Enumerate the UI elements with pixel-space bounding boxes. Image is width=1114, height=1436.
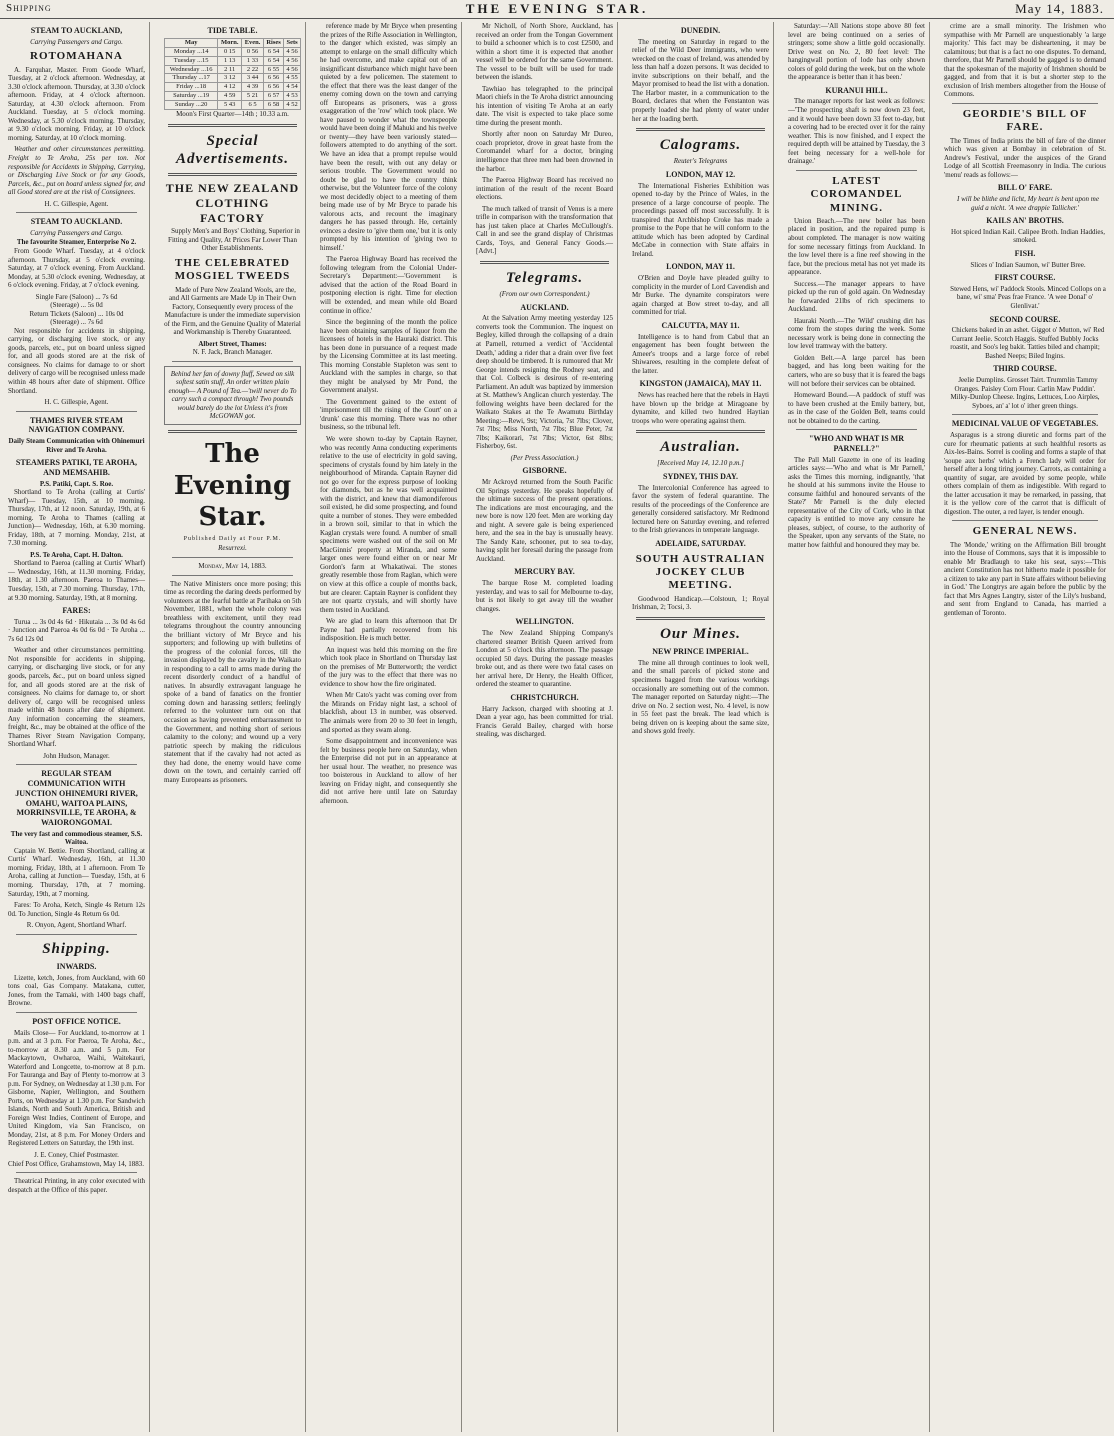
article-paragraph: Some disappointment and inconvenience was felt by business people here on Saturday, when the Enterprise did not put in an appearance at her usual hour. The weather, no presence was too boisterous in Auckland to allow of her leaving on Friday night, and consequently she did not arrive here until late on Saturday afternoon. [320,737,457,805]
divider [16,1012,137,1013]
tide-cell: 4 53 [284,92,301,101]
menu-title: BILL O' FARE. [997,183,1053,193]
columns [4,22,1110,1432]
tide-cell: 5 21 [242,92,264,101]
article-paragraph: The much talked of transit of Venus is a mere trifle in comparison with the transformation that has just taken place at Charles McCullough's. Call in and see the grand display of Christmas Cards, Toys, and General Fancy Goods.—[Advt.] [476,204,613,256]
tide-cell: Sunday ...20 [165,101,218,110]
masthead [0,0,1114,19]
notice-office: Chief Post Office, Grahamstown, May 14, 1883. [8,1159,144,1168]
section-heading: Calograms. [659,137,742,154]
menu-items: Stewed Hens, wi' Paddock Stools. Minced Collops on a bane, wi' sma' Peas frae France. 'A wee Donal' o' Glenlivat.' [950,284,1106,310]
article-paragraph: Asparagus is a strong diuretic and forms part of the cure for rheumatic patients at such healthful resorts as Aix-les-Bains. Sorrel is cooling and forms a staple of that 'soupe aux herbs' which a French lady will order for herself after a long tiring journey. Carrots, as containing a quantity of sugar, are avoided by some people, while others complain of them as indigestible. With regard to the latter accusation it may be remarked, in passing, that it is the yellow core of the carrot that is difficult of digestion. The outer, a red layer, is tender enough. [944,431,1106,516]
divider [168,124,297,127]
tide-row [165,65,301,74]
menu-course: FIRST COURSE. [994,273,1056,283]
article-paragraph: Golden Belt.—A large parcel has been bagged, and has long been waiting for the carters, who are so busy that it is feared the bags will not before their services can be obtained. [788,353,925,388]
ad-body: Supply Men's and Boys' Clothing, Superior in Fitting and Quality, At Prices Far Lower Than Other Establishments. [168,227,300,253]
section-subheading: (From our own Correspondent.) [499,290,590,299]
tide-cell: 3 12 [218,74,242,83]
dateline: WELLINGTON. [515,617,574,627]
article-paragraph: We are glad to learn this afternoon that Dr Payne had partially recovered from his indisposition. He is much better. [320,617,457,643]
section-heading: Shipping. [42,940,111,957]
tide-cell: 1 33 [242,56,264,65]
printing-ad: Theatrical Printing, in any color executed with despatch at the Office of this paper. [8,1177,145,1194]
tide-cell: 2 11 [218,65,242,74]
tide-cell: 6 56 [263,74,283,83]
ad-subheading: Carrying Passengers and Cargo. [30,228,123,237]
telegram-body: The meeting on Saturday in regard to the relief of the Wild Deer immigrants, who were wrecked on the coast of Ireland, was attended by less than half a dozen persons. It was decided to invite subscriptions on their behalf, and the Mayor promised to head the list with a donation. The Harbor master, in a communication to the Board, declares that when the Fenstanton was properly loaded she had plenty of water under her at the loading berth. [632,37,769,123]
article-paragraph: An inquest was held this morning on the fire which took place in Shortland on Thursday last on the premises of Mr Butterworth; the verdict of the jury was to the effect that there was no evidence to show how the fire originated. [320,645,457,688]
fare-line: (Steerage) ... 7s 6d [50,318,103,327]
ad-body: Made of Pure New Zealand Wools, are the, and All Garments are Made Up in Their Own Factory, Consequently every process of the Manufacture is under the immediate supervision of the Firm, and the Genuine Quality of Material and Workmanship is Thereby Guaranteed. [164,285,301,337]
leader-article: The Native Ministers once more posing; this time as recording the daring deeds performed by volunteers at the fearful battle at Parihaka on 5th November, 1881, when the whole colony was breathless with excitement, until they read telegrams throughout the country announcing the brilliant victory of Mr Bryce and his supporters; and following up with bulletins of the progress of the colonial forces, till the invasion displayed by the cavalry in the Waikato in responding to a call to arms made during the recent disorderly conduct of a handful of natives. In absurdly extravagant language he spoke of a band of fanatics on the frontier coming down and harassing settlers; feelingly referred to the volunteer turn out on that occasion as having prevented embarrassment to the Government, and nothing short of serious calamity to the colony; and wound up a very patriotic speech by making the ridiculous statement that if the cavalry had not acted as they had done, the enemy would have come down on the town, and certainly carried off many Europeans as prisoners. [164,579,301,784]
cable-body: The Intercolonial Conference has agreed to favor the system of federal quarantine. The results of the proceedings of the Conference are generally considered satisfactory. Mr Redmond lectured here on Saturday evening, and referred to the Irish grievances in temperate language. [632,483,769,535]
tide-cell: 5 43 [218,101,242,110]
fares-heading: FARES: [62,606,91,616]
article-paragraph: reference made by Mr Bryce when presenting the prizes of the Rifle Association in Wellington, to the danger which existed, was simply an attempt to enlarge on the small difficulty which he had overcome, and make capital out of an insignificant disturbance which might have been quieted by a few policemen. The statement to the effect that there was the least danger of the enemy coming down on the town and carrying off Europeans as prisoners, was a gross exaggeration of the 'row' which took place. We have paused to wonder what the townspeople would have been doing if Mahuki and his twelve or twenty—they have been variously stated—followers attempted to do anything of the sort. We have an idea that a prompt repulse would have been the result, with out any delay or serious trouble. The Government would no doubt be glad to have the country think otherwise, but the Volunteer force of the colony we most decidedly object to a meeting of them being made use of by Mr Bryce to parade his valorous acts, and recount the imaginary dangers he has passed through. He, certainly evinces a desire to 'give them one,' but it is only prompted by his intention of 'giving two to himself.' [320,22,457,252]
menu-course: SECOND COURSE. [989,314,1061,324]
ship-name: P.S. Te Aroha, Capt. H. Dalton. [30,550,123,559]
article-heading: "WHO AND WHAT IS MR PARNELL?" [808,434,905,453]
tide-cell: Thursday ...17 [165,74,218,83]
tide-cell: Friday ...18 [165,83,218,92]
menu-items: Jeelie Dumplins. Grosset Tairt. Trummlin Tammy Oranges. Paisley Corn Flour. Carlin Maw Puddin'. Milky-Dunlop Cheese. Ingins, Lettuces, Loo Airples, Syboes, an' a' lot o' ither green things. [950,376,1100,410]
tide-row [165,56,301,65]
section-heading: Special Advertisements. [176,132,289,167]
divider [952,103,1098,104]
divider [172,557,293,558]
divider [168,430,297,433]
tide-cell: 6 56 [263,83,283,92]
fare-line: Single Fare (Saloon) ... 7s 6d [35,292,118,301]
dateline: DUNEDIN. [680,26,721,35]
ad-note: Weather and other circumstances permitting. Not responsible for accidents in shipping, carrying, or discharging live stock, or for any goods, parcels, &c., put on board unless signed for, and all goods stored are at the risk of consignees. No claims for damage to, or short delivery of, cargo will be recognised unless made within 48 hours after date of shipment. Any information concerning the steamers, freight, &c., may be obtained at the office of the Thames River Steam Navigation Company, Shortland Wharf. [8,646,145,749]
column-5 [628,22,774,1432]
tide-note: Moon's First Quarter—14th ; 10.33 a.m. [176,110,289,119]
article-paragraph: Success.—The manager appears to have picked up the run of gold again. On Wednesday he forwarded 21lbs of rich specimens to Auckland. [788,279,925,314]
ad-body: Shortland to Paeroa (calling at Curtis' Wharf)— Wednesday, 16th, at 11.30 morning. Friday, 18th, at 1.30 afternoon. Paeroa to Thames— Tuesday, 15th, at 7.30 morning. Thursday, 17th, at 9.30 morning. Saturday, 19th, at 8 morning. [8,559,145,602]
tide-cell: 6 57 [263,92,283,101]
article-paragraph: Hauraki North.—The 'Wild' crushing dirt has come from the stopes during the week. Some necessary work is being done in connecting the low level tramway with the battery. [788,316,925,351]
divider [636,128,765,131]
leader-date: Monday, May 14, 1883. [198,561,267,570]
section-subheading: Reuter's Telegrams [673,157,728,166]
paper-nameplate: The Evening Star. [173,438,292,533]
dateline: CALCUTTA, MAY 11. [661,320,740,330]
dateline: ADELAIDE, SATURDAY. [655,538,746,548]
article-heading: NEW PRINCE IMPERIAL. [652,647,749,657]
ad-heading: THE CELEBRATED MOSGIEL TWEEDS [174,256,291,283]
notice-heading: POST OFFICE NOTICE. [32,1016,121,1026]
tide-cell: 4 56 [284,65,301,74]
ad-heading: THAMES RIVER STEAM NAVIGATION COMPANY. [28,415,125,435]
ad-subheading: Carrying Passengers and Cargo. [30,37,123,46]
ad-body: A. Farquhar, Master. From Goode Wharf, Tuesday, at 2 o'clock afternoon. Wednesday, at 3.30 o'clock afternoon. Thursday, at 3.30 o'clock afternoon. Friday, at 4 o'clock afternoon. Saturday, at 4.30 o'clock afternoon. From Auckland. Tuesday, at 5 o'clock morning. Wednesday, at 5.30 o'clock morning. Thursday, at 9.30 o'clock morning. Friday, at 10 o'clock morning. Saturday, at 10 o'clock morning. [8,65,145,142]
ad-body: Shortland to Te Aroha (calling at Curtis' Wharf)— Tuesday, 15th, at 10 morning. Thursday, 17th, at 12 noon. Saturday, 19th, at 6 morning. Te Aroha to Thames (calling at Junction)— Wednesday, 16th, at 6.30 morning. Friday, 18th, at 7 morning. Monday, 21st, at 7.30 morning. [8,488,145,548]
article-paragraph: Homeward Bound.—A paddock of stuff was to have been crushed at the Emily battery, but, as in the case of the Golden Belt, teams could not be obtained to do the carting. [788,391,925,425]
ship-name: P.S. Patiki, Capt. S. Roe. [39,479,114,488]
divider [16,934,137,935]
dateline: KINGSTON (JAMAICA), MAY 11. [639,379,762,389]
article-paragraph: The Times of India prints the bill of fare of the dinner which was given at Bombay in celebration of St. Andrew's Festival, under the auspices of the Grand Lodge of all Scottish Freemasonry in India. The curious 'menu' reads as follows:— [944,136,1106,179]
ad-address: Albert Street, Thames: [198,339,267,348]
telegram-body: Harry Jackson, charged with shooting at J. Dean a year ago, has been committed for trial. Francis Gerald Bailey, charged with horse stealing, was discharged. [476,704,613,739]
ad-body: Captain W. Bettie. From Shortland, calling at Curtis' Wharf. Wednesday, 16th, at 11.30 morning. Friday, 18th, at 1 afternoon. From Te Aroha, calling at Junction— Tuesday, 15th, at 6 morning. Thursday, 17th, at 7 morning. Saturday, 19th, at 7 morning. [8,846,145,898]
menu-course: FISH. [1014,248,1036,258]
tide-cell: 4 56 [284,56,301,65]
column-6 [784,22,930,1432]
article-paragraph: Shortly after noon on Saturday Mr Dureo, coach proprietor, drove in great haste from the Coromandel wharf for a doctor, bringing intelligence that three men had been drowned in the harbor. [476,130,613,173]
ad-manager: N. F. Jack, Branch Manager. [192,348,273,357]
tide-cell: 4 39 [242,83,264,92]
tide-cell: 4 54 [284,83,301,92]
section-heading: Our Mines. [660,625,741,642]
ad-heading: STEAM TO AUCKLAND. [30,217,123,227]
article-paragraph: The manager reports for last week as follows:—'The prospecting shaft is now down 23 feet, and it would have been down 33 feet to-day, but a covering had to be erected over it for the rainy weather. This is now finished, and I expect the required depth will be attained by Tuesday, the 3 feet being necessary for a well-hole for drainage.' [788,97,925,166]
tide-cell: Monday ...14 [165,47,218,56]
tide-table-heading: TIDE TABLE. [207,26,258,35]
ad-subheading: Daily Steam Communication with Ohinemuri River and Te Aroha. [8,437,145,454]
dateline: LONDON, MAY 12. [665,169,736,179]
tide-cell: 0 15 [218,47,242,56]
fare-line: Return Tickets (Saloon) ... 10s 0d [29,309,124,318]
divider [952,414,1098,415]
article-heading: MEDICINAL VALUE OF VEGETABLES. [951,419,1099,429]
ship-name: ROTOMAHANA [30,50,123,63]
divider [952,520,1098,521]
article-paragraph: The Paeroa Highway Board has received no intimation of the result of the recent Board elections. [476,176,613,202]
ad-heading: STEAM TO AUCKLAND, [30,26,123,35]
column-3 [316,22,462,1432]
notice-signature: J. E. Coney, Chief Postmaster. [34,1151,119,1160]
dateline: GISBORNE. [522,466,567,476]
telegram-body: The barque Rose M. completed loading yesterday, and was to sail for Melbourne to-day, but is not likely to get away till the weather changes. [476,579,613,613]
divider [16,1172,137,1173]
menu-course: KAILS AN' BROTHS. [986,216,1064,226]
tide-cell: 2 22 [242,65,264,74]
menu-items: Hot spiced Indian Kail. Calipee Broth. Indian Haddies, smoked. [951,227,1105,245]
ad-heading: STEAMERS PATIKI, TE AROHA, AND MEMSAHIB. [15,458,138,477]
tide-cell: 0 56 [242,47,264,56]
article-paragraph: Tawhiao has telegraphed to the principal Maori chiefs in the Te Aroha district announcing his intention of visiting Te Aroha at an early date. The visit is expected to take place some time during the present month. [476,84,613,127]
tide-row [165,92,301,101]
tide-cell: 6 54 [263,56,283,65]
article-paragraph: We were shown to-day by Captain Rayner, who was recently Anna conducting experiments relative to the use of electricity in gold saving, specimens of crystals found by him lately in the neighbourhood of Miranda. Captain Rayner did not go over for the express purpose of looking for diamonds, but as he was well acquainted with the district, and knew that diamondiferous soil existed, he did some prospecting, and found quite a number of stones. They were embedded in a brown soil, similar to that in which the Kaglan crystals were found. A number of small specimens were washed out of the soil on Mr MacGinnis' property at Miranda, and some larger ones were found either on or near Mr Gordon's farm at Whakatiwai. The stones greatly resemble those from Raglan, which were on view at this office a couple of months back, but are clearer. Captain Rayner is confident they are not quartz crystals, and will shortly have them tested in Auckland. [320,434,457,614]
divider [480,261,609,264]
fare-line: (Steerage) ... 5s 0d [50,301,103,310]
ship-name: The very fast and commodious steamer, S.S. Waitoa. [10,829,143,847]
divider [796,429,917,430]
article-paragraph: The Government gained to the extent of 'imprisonment till the rising of the Court' on a 'drunk' case this morning. There was no other business, so the tribunal left. [320,397,457,432]
subsection-heading: INWARDS. [56,961,97,971]
tide-cell: 4 59 [218,92,242,101]
tide-cell: Wednesday ...16 [165,65,218,74]
tide-row [165,47,301,56]
telegram-body: The New Zealand Shipping Company's chartered steamer British Queen arrived from London at 5 o'clock this afternoon. The passage occupied 50 days. During the passage measles broke out, and as there were two fatal cases on her arrival here, Dr Henry, the Health Officer, ordered the steamer to quarantine. [476,629,613,689]
tide-cell: 4 52 [284,101,301,110]
ad-heading: THE NEW ZEALAND CLOTHING FACTORY [165,181,300,225]
paper-subtitle: Published Daily at Four P.M. [183,536,282,543]
fares-table: Turua ... 3s 0d 4s 6d · Hikutaia ... 3s 0d 4s 6d · Junction and Paeroa 4s 0d 6s 0d · Te Aroha ... 7s 6d 12s 0d [8,617,145,643]
ad-note: Weather and other circumstances permitting. Freight to Te Aroha, 25s per ton. Not responsible for Accidents in Shipping, Carrying, or Discharging Live Stock or for any Goods, Parcels, &c., put on board unless signed for, and all Good stored are at the risk of Consignees. [8,145,145,197]
article-paragraph: Saturday:—'All Nations stope above 80 feet level are being continued on a series of stringers; some show a little gold occasionally. Drive west on No. 2, 80 feet level: The hangingwall portion of lode has only shown colors of gold during the week, but on the whole the appearance is better than it has been.' [788,22,925,82]
menu-items: Slices o' Indian Saumon, wi' Butter Bree. [970,260,1086,269]
divider [636,430,765,433]
divider [16,764,137,765]
dateline: MERCURY BAY. [514,567,575,577]
ad-agent: John Hudson, Manager. [43,751,110,760]
article-heading: KURANUI HILL. [825,85,888,95]
column-7 [940,22,1110,1432]
ad-note: Not responsible for accidents in shipping, carrying, or discharging live stock, or any goods, parcels, etc., put on board unless signed for, and all goods stored are at the risk of consignees. No claims for damage to or short delivery of cargo will be recognised unless made within 48 hours after date of shipment. Office Shortland. [8,326,145,395]
article-paragraph: The mine all through continues to look well, and the small parcels of picked stone and specimens bagged from the various workings occasionally are something out of the common. The manager reported on Saturday night:—The drive on No. 2 section west, No. 4 level, is now in 55 feet past the break. The lead which is being driven on is keeping about the same size, and shows gold freely. [632,658,769,736]
newspaper-title: THE EVENING STAR. [465,1,649,16]
shipping-body: Lizette, ketch, Jones, from Auckland, with 60 tons coal, Gas Company. Matakana, cutter, Jones, from the Tamaki, with 1400 bags chaff, Browne. [8,973,145,1008]
tide-col-header: Morn. [218,38,242,47]
divider [172,361,293,362]
tide-col-header: Sets [284,38,301,47]
tide-col-header: May [165,38,218,47]
section-label: Shipping [6,2,52,14]
article-paragraph: When Mr Cato's yacht was coming over from the Mirands on Friday night last, a school of blackfish, about 13 in number, was observed. The animals were from 20 to 30 feet in length, and sported as they swam along. [320,691,457,734]
article-paragraph: Mr Nicholl, of North Shore, Auckland, has received an order from the Tongan Government to build a schooner which is to cost £2500, and within a short time it is expected that another vessel will be ordered for the same Government. The vessel to be built will be used for trade between the islands. [476,22,613,82]
menu-verse: I will be blithe and licht, My heart is bent upon me guid a nicht. 'A wee drappie Tallicher.' [957,195,1099,212]
tide-col-header: Even. [242,38,264,47]
article-heading: GENERAL NEWS. [972,525,1078,538]
section-heading: Telegrams. [505,269,584,286]
tide-cell: 4 12 [218,83,242,92]
tide-cell: Tuesday ...15 [165,56,218,65]
ad-agent: H. C. Gillespie, Agent. [44,199,109,208]
divider [16,212,137,213]
ad-heading: REGULAR STEAM COMMUNICATION WITH JUNCTION OHINEMURI RIVER, OMAHU, WAITOA PLAINS, MORRINSVILLE, TE AROHA, & WAIORONGOMAI. [15,769,138,828]
tide-cell: 6 5 [242,101,264,110]
tide-cell: 6 58 [263,101,283,110]
ad-body: From Goode Wharf. Tuesday, at 4 o'clock afternoon. Thursday, at 5 o'clock evening. Saturday, at 7 o'clock evening. From Auckland. Monday, at 5.30 o'clock evening. Wednesday, at 6 o'clock evening. Friday, at 7 o'clock evening. [8,247,145,290]
article-paragraph: crime are a small minority. The Irishmen who sympathise with Mr Parnell are unquestionably 'a large majority.' This fact may be disheartening, it may be calamitous; but that is a fact no one disputes. To demand, therefore, that Mr Parnell should be gagged is to demand that the spokesman of the majority of Irishmen should be gagged, and from that it is but a shorter step to the exclusion of Irish members altogether from the House of Commons. [944,22,1106,99]
section-subheading: [Received May 14, 12.10 p.m.] [657,459,744,468]
tide-cell: Saturday ...19 [165,92,218,101]
divider [636,617,765,620]
ad-agent: H. C. Gillespie, Agent. [44,398,109,407]
menu-course: THIRD COURSE. [993,364,1057,374]
article-paragraph: The 'Monde,' writing on the Affirmation Bill brought into the House of Commons, says that it is impossible to enable Mr Bradlaugh to take his seat, says:—'This ancient Constitution has not hitherto made it possible for a citizen to take any part in State affairs without believing in God.' The Longtrys are again before the public by the fact that Mrs Agnes Langtry, sister of the Lily's husband, and sent from England to Canada, has married a gentleman of Toronto. [944,540,1106,617]
dateline: LONDON, MAY 11. [666,262,735,272]
tide-col-header: Rises [263,38,283,47]
column-4 [472,22,618,1432]
cable-body: Goodwood Handicap.—Colstoun, 1; Royal Irishman, 2; Tocsi, 3. [632,594,769,612]
article-paragraph: The Pall Mall Gazette in one of its leading articles says:—'Who and what is Mr Parnell,' asks the Times this morning, indignantly, 'that he should at his summons invite the House to consume faithful and honoured servants of the State?' Mr Parnell is the duly elected representative of the City of Cork, who in that capacity is entitled to move any censure he pleases, subject, of course, to the authority of the Speaker, upon any servants of the State, no matter how faithful and honoured they may be. [788,455,925,549]
divider [172,575,293,576]
cable-body: O'Brien and Doyle have pleaded guilty to complicity in the murder of Lord Cavendish and Mr Burke. The dynamite conspirators were again charged at Bow street to-day, and all committed for trial. [632,274,769,317]
poem-text: Behind her fan of downy fluff, Sewed on silk softest satin stuff, An order written plain enough— A Pound of Tea.—'twill never do To carry such a compact through! Two pounds would barely do the lot Unless it's from McGOWAN got. [168,369,297,421]
issue-date: May 14, 1883. [1015,1,1104,16]
dateline: AUCKLAND. [520,302,569,312]
telegram-body: At the Salvation Army meeting yesterday 125 converts took the Communion. The inquest on Begley, killed through the collapsing of a drain at Parnell, returned a verdict of 'Accidental Death,' adding a rider that a drain over five feet deep should be timbered. It is rumoured that Mr George intends resigning the Rodney seat, and that Col. Colbeck is desirous of re-entering Parliament. An adult was baptized by immersion at St. Matthew's Anglican church yesterday. The following weights have been declared for the Waikato Stakes at the Te Awamutu Birthday Meeting:—Rewi, 9st; Victoria, 7st 7lbs; Clover, 7st 7lbs; Miss North, 7st 7lbs; Blue Peter, 7st 7lbs; Kaikorari, 7st 7lbs; Victor, 6st 8lbs; Fisherboy, 6st. [476,314,613,451]
menu-items: Chickens baked in an ashet. Giggot o' Mutton, wi' Red Currant Jeelie. Scotch Haggis. Stuffed Bubbly Jocks roastit, and Soo's leg bakit. Tatties biled and champit; Bashed Neeps; Biled Ingins. [950,326,1105,360]
dateline: CHRISTCHURCH. [510,692,579,702]
fares-table: Fares: To Aroha, Ketch, Single 4s Return 12s 0d. To Junction, Single 4s Return 6s 0d. [8,901,145,918]
ad-agent: R. Onyon, Agent, Shortland Wharf. [26,921,127,930]
tide-cell: 1 13 [218,56,242,65]
section-subheading: (Per Press Association.) [510,453,579,462]
article-heading: SOUTH AUSTRALIAN JOCKEY CLUB MEETING. [635,552,766,592]
article-heading: GEORDIE'S BILL OF FARE. [962,107,1088,134]
tide-cell: 3 44 [242,74,264,83]
divider [796,170,917,171]
tide-table [164,38,301,110]
cable-body: News has reached here that the rebels in Hayti have blown up the bridge at Miragoane by dynamite, and killed two hundred Haytian troops who were operating against them. [632,390,769,425]
article-paragraph: Union Beach.—The new boiler has been placed in position, and the repaired pump is about completed. The manager is now waiting for some necessary fittings from Auckland. In the low level there is a fine reef showing in the face, but the precious metal has not yet made its appearance. [788,216,925,277]
tide-cell: 6 54 [263,47,283,56]
divider [168,173,297,176]
cable-body: The International Fisheries Exhibition was opened to-day by the Prince of Wales, in the presence of a large concourse of people. The proceedings passed off most successfully. It is transpired that Archbishop Croke has made a promise to the Pope that he will conform to the attitude which has been adopted by Cardinal McCabe in connection with State affairs in Ireland. [632,181,769,258]
article-paragraph: The Paeroa Highway Board has received the following telegram from the Colonial Under-Secretary's Department:—'Government is advised that the action of the Road Board in postponing election is right. Time for election will be extended, and mean while old Board continue in office.' [320,255,457,315]
column-2 [160,22,306,1432]
tide-row [165,101,301,110]
cable-body: Intelligence is to hand from Cabul that an engagement has been fought between the Ameer's troops and a large force of rebel Shiwarees, resulting in the complete defeat of the latter. [632,332,769,375]
poem-ad [164,366,301,425]
divider [16,411,137,412]
notice-body: Mails Close— For Auckland, to-morrow at 1 p.m. and at 3 p.m. For Paeroa, Te Aroha, &c., to-morrow at 8.30 a.m. and 5 p.m. For Mackaytown, Owharoa, Waihi, Waitekauri, Waterford and Longcette, to-morrow at 8 p.m. For Tauranga and Bay of Plenty to-morrow at 3 p.m. For Sydney, on Wednesday at 1.30 p.m. For Gisborne, Napier, Wellington, and Southern Ports, on Wednesday at 1.30 p.m. For Sandwich Islands, North and South America, British and Foreign West Indies, Continent of Europe, and United Kingdom, via San Francisco, on Monday, 21st, at 8 p.m. For Money Orders and Registered Letters on Saturday, the 19th inst. [8,1028,145,1148]
article-heading: LATEST COROMANDEL MINING. [810,174,903,214]
article-paragraph: Since the beginning of the month the police have been obtaining samples of liquor from the licensees of hotels in the Hauraki district. This has been done in pursuance of a request made by the Licensing Committee at its last meeting. This morning Constable Stapleton was sent to Auckland with the samples in charge, so that they might be analysed by Mr Pond, the Government analyst. [320,318,457,395]
dateline: SYDNEY, THIS DAY. [663,471,738,481]
tide-row [165,74,301,83]
tide-cell: 4 56 [284,47,301,56]
paper-motto: Resurrexi. [218,544,247,553]
telegram-body: Mr Ackroyd returned from the South Pacific Oil Springs yesterday. He speaks hopefully of the ultimate success of the present operations. The indications are most encouraging, and the new bore is now 120 feet. Men are working day and night. A severe gale is being experienced here, and the sea in the bay is unusually heavy. The Sandy Kate, schooner, put to sea to-day, having split her foresail during the passage from Auckland. [476,478,613,563]
ship-name: The favourite Steamer, Enterprise No 2. [16,238,137,247]
tide-cell: 6 55 [263,65,283,74]
tide-row [165,83,301,92]
section-heading: Australian. [660,439,741,456]
column-1 [4,22,150,1432]
tide-cell: 4 55 [284,74,301,83]
